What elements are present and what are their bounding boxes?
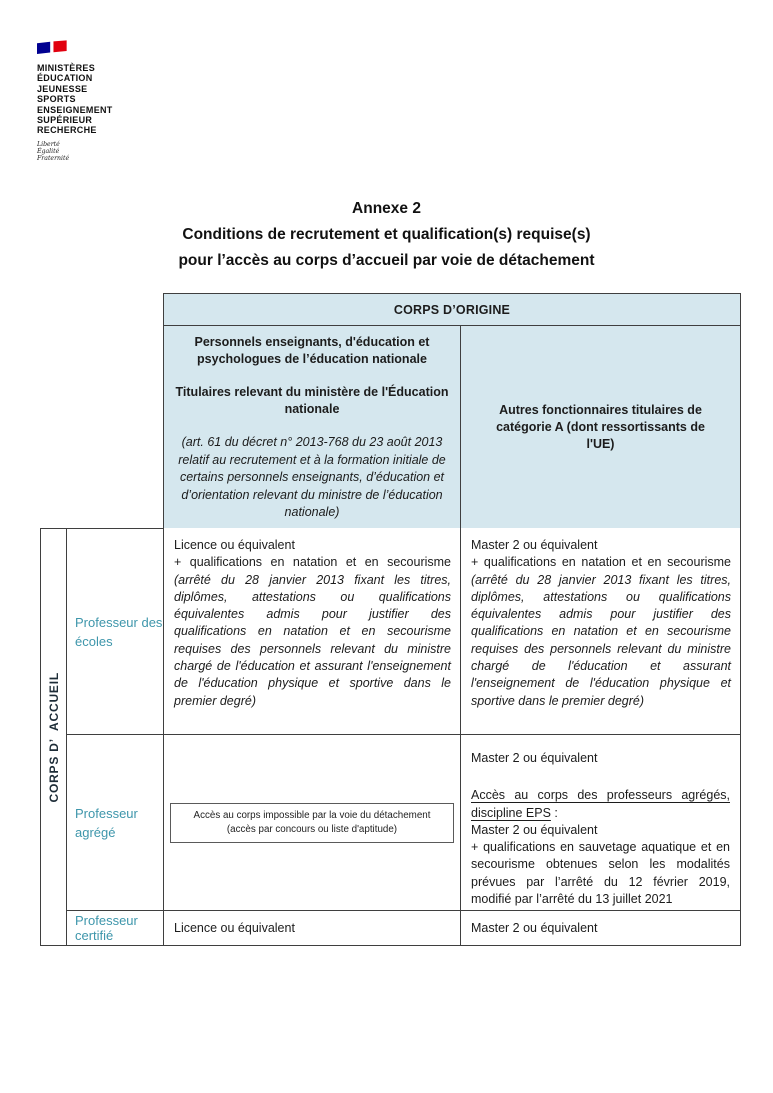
origin-col2-header bbox=[461, 326, 741, 529]
origin-col1-titulaires: Titulaires relevant du ministère de l'Éducation nationale bbox=[175, 385, 449, 416]
motto-line: Fraternité bbox=[37, 154, 70, 162]
row-label-professeur-des-ecoles: Professeur des écoles bbox=[67, 528, 164, 735]
table-header bbox=[163, 293, 741, 529]
corps-accueil-label: CORPS D’ ACCUEIL bbox=[46, 671, 61, 803]
annex-number: Annexe 2 bbox=[352, 200, 421, 217]
impossible-line-2: (accès par concours ou liste d'aptitude) bbox=[226, 823, 398, 835]
annex-table bbox=[40, 293, 740, 946]
cell-ecoles-other-a bbox=[461, 528, 741, 735]
origin-col1-populations: Personnels enseignants, d'éducation et psychologues de l’éducation nationale bbox=[194, 335, 430, 366]
impossible-line-1: Accès au corps impossible par la voie du détachement bbox=[193, 809, 431, 821]
title-line-2: Conditions de recrutement et qualification(s) requise(s) bbox=[182, 226, 591, 243]
cell-agrege-other-a bbox=[461, 735, 741, 911]
ecoles-en-diploma: Licence ou équivalent bbox=[174, 538, 295, 552]
french-flag-icon bbox=[37, 40, 69, 54]
ecoles-other-qualifications: + qualifications en natation et en secourisme (arrêté du 28 janvier 2013 fixant les titres, diplômes, attestations ou qualifications équivalentes admis pour justifier des qualifications en natation et en secourisme requises des personnels relevant du ministre chargé de l'éducation et assurant l'enseignement de l'éducation physique et sportive dans le premier degré) bbox=[471, 555, 731, 708]
table-body bbox=[40, 528, 741, 946]
origin-col1-header bbox=[164, 326, 461, 529]
impossible-box bbox=[170, 803, 454, 843]
motto-line: Liberté bbox=[37, 140, 60, 148]
ministry-line: ÉDUCATION bbox=[37, 73, 93, 84]
ministry-name bbox=[37, 63, 113, 136]
motto-line: Égalité bbox=[37, 147, 60, 155]
corps-origine-header: CORPS D’ORIGINE bbox=[164, 294, 741, 326]
row-label-professeur-certifie: Professeur certifié bbox=[67, 911, 164, 946]
agrege-eps-qualifications: + qualifications en sauvetage aquatique et en secourisme obtenues selon les modalités prévues par l’arrêté du 12 février 2019, modifié par l’arrêté du 13 juillet 2021 bbox=[471, 840, 730, 907]
agrege-eps-diploma: Master 2 ou équivalent bbox=[471, 822, 598, 837]
ministry-line: SUPÉRIEUR bbox=[37, 115, 93, 126]
ecoles-en-qualifications: + qualifications en natation et en secourisme (arrêté du 28 janvier 2013 fixant les titres, diplômes, attestations ou qualifications équivalentes admis pour justifier des qualifications en natation et en secourisme requises des personnels relevant du ministre chargé de l'éducation et assurant l'enseignement de l'éducation physique et sportive dans le premier degré) bbox=[174, 555, 451, 708]
cell-certifie-origin-en: Licence ou équivalent bbox=[164, 911, 461, 946]
ministry-line: JEUNESSE bbox=[37, 83, 88, 94]
ministry-line: SPORTS bbox=[37, 94, 76, 105]
republic-motto bbox=[37, 141, 113, 162]
cell-ecoles-origin-en bbox=[164, 528, 461, 735]
ministry-line: ENSEIGNEMENT bbox=[37, 104, 113, 115]
cell-certifie-other-a: Master 2 ou équivalent bbox=[461, 911, 741, 946]
ministry-line: RECHERCHE bbox=[37, 125, 97, 136]
page-title bbox=[0, 196, 773, 274]
agrege-eps-heading: Accès au corps des professeurs agrégés, discipline EPS : bbox=[471, 788, 730, 820]
origin-col2-label: Autres fonctionnaires titulaires de catégorie A (dont ressortissants de l'UE) bbox=[496, 402, 705, 451]
ecoles-other-diploma: Master 2 ou équivalent bbox=[471, 538, 598, 552]
corps-accueil-band bbox=[41, 528, 67, 946]
ministry-line: MINISTÈRES bbox=[37, 63, 96, 73]
title-line-3: pour l’accès au corps d’accueil par voie de détachement bbox=[178, 252, 595, 269]
origin-col1-legal-ref: (art. 61 du décret n° 2013-768 du 23 août 2013 relatif au recrutement et à la formation initiale de certains personnels enseignants, d’éducation et d’orientation relevant du ministre de l’éducation nationale) bbox=[178, 435, 446, 519]
logo-block bbox=[37, 40, 113, 162]
agrege-other-diploma: Master 2 ou équivalent bbox=[471, 751, 598, 765]
row-label-professeur-agrege: Professeur agrégé bbox=[67, 735, 164, 911]
cell-agrege-origin-en bbox=[164, 735, 461, 911]
